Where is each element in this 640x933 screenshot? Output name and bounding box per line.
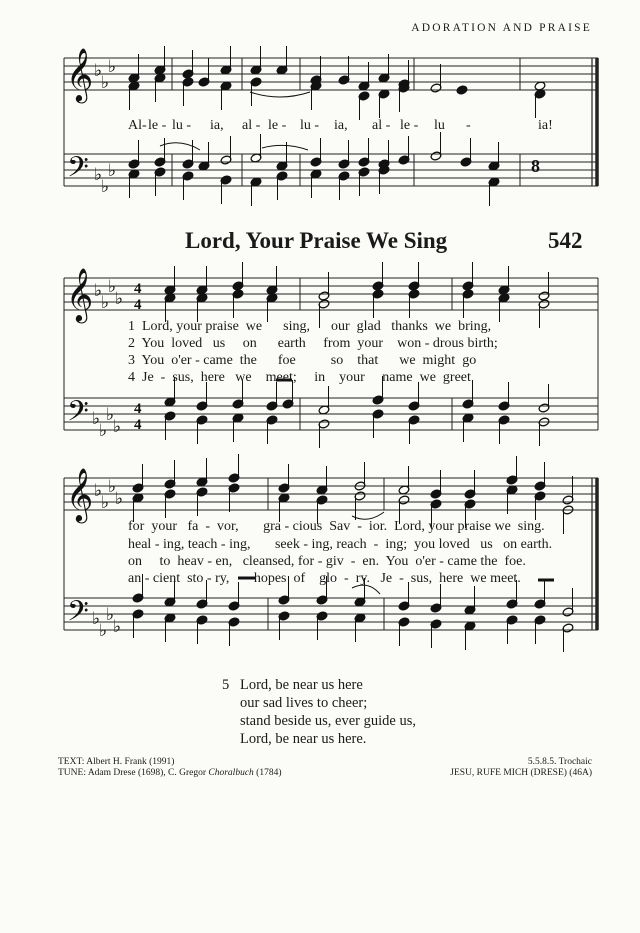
top-lyric-syllable: lu - — [300, 118, 320, 133]
hymn-title: Lord, Your Praise We Sing — [185, 228, 448, 253]
time-signature: 4 — [134, 297, 142, 313]
flat-icon: ♭ — [94, 281, 103, 301]
note-head — [456, 85, 468, 95]
stanza-5-number: 5 — [222, 677, 230, 693]
flat-icon: ♭ — [108, 161, 117, 181]
top-lyric-syllable: lu - — [172, 118, 192, 133]
bass-clef-icon: 𝄢 — [67, 395, 89, 435]
flat-icon: ♭ — [92, 409, 101, 429]
text-credit: TEXT: Albert H. Frank (1991) — [58, 757, 175, 767]
treble-clef-icon: 𝄞 — [66, 47, 94, 101]
stanza-5 — [240, 676, 416, 748]
top-lyric-syllable: le - — [268, 118, 287, 133]
tune-credit-suffix: (1784) — [253, 768, 282, 778]
top-lyric-syllable: ia, — [210, 118, 224, 133]
stanza-5-line: Lord, be near us here. — [240, 731, 367, 747]
system2-verse-1: for your fa - vor, gra - cious Sav - ior. Lord, your praise we sing. — [128, 519, 545, 534]
flat-icon: ♭ — [106, 605, 115, 625]
bass-clef-icon: 𝄢 — [67, 595, 89, 635]
flat-icon: ♭ — [101, 177, 110, 197]
top-lyric-syllable: ia, — [334, 118, 348, 133]
top-lyric-syllable: Al- — [128, 118, 147, 133]
stanza-5-line: Lord, be near us here — [240, 677, 363, 693]
tie — [262, 145, 308, 150]
top-lyric-syllable: al - — [242, 118, 261, 133]
flat-icon: ♭ — [101, 493, 110, 513]
meter: 5.5.8.5. Trochaic — [527, 757, 592, 767]
flat-icon: ♭ — [106, 405, 115, 425]
top-lyric-syllable: le - — [148, 118, 167, 133]
time-signature: 4 — [134, 417, 142, 433]
tie — [160, 143, 200, 150]
flat-icon: ♭ — [108, 277, 117, 297]
top-lyric-syllable: lu — [434, 118, 445, 133]
tune-name: JESU, RUFE MICH (DRESE) (46A) — [450, 768, 592, 778]
flat-icon: ♭ — [108, 57, 117, 77]
bass-clef-icon: 𝄢 — [67, 151, 89, 191]
flat-icon: ♭ — [94, 481, 103, 501]
octave-figure: 8 — [531, 156, 540, 176]
flat-icon: ♭ — [99, 621, 108, 641]
flat-icon: ♭ — [92, 609, 101, 629]
system1-verse-3: 3 You o'er - came the foe so that we might go — [128, 353, 477, 368]
system1-verse-4: 4 Je - sus, here we meet; in your name we greet — [128, 370, 471, 385]
flat-icon: ♭ — [108, 477, 117, 497]
flat-icon: ♭ — [99, 421, 108, 441]
section-header: ADORATION AND PRAISE — [411, 22, 592, 34]
tie — [250, 92, 310, 97]
flat-icon: ♭ — [115, 289, 124, 309]
stanza-5-line: stand beside us, ever guide us, — [240, 713, 416, 729]
flat-icon: ♭ — [101, 293, 110, 313]
tune-credit-prefix: TUNE: Adam Drese (1698), C. Gregor — [58, 768, 209, 778]
hymn-number: 542 — [548, 228, 583, 253]
system2-verse-3: on to heav - en, cleansed, for - giv - en. You o'er - came the foe. — [128, 554, 526, 569]
stanza-5-line: our sad lives to cheer; — [240, 695, 368, 711]
top-lyric-syllable: ia! — [538, 118, 553, 133]
time-signature: 4 — [134, 281, 142, 297]
system2-verse-2: heal - ing, teach - ing, seek - ing, reach - ing; you loved us on earth. — [128, 537, 553, 552]
treble-clef-icon: 𝄞 — [66, 267, 94, 321]
flat-icon: ♭ — [113, 617, 122, 637]
top-lyric-syllable: le - — [400, 118, 419, 133]
system2-verse-4: an - cient sto - ry, hopes of glo - ry. Je - sus, here we meet. — [128, 571, 521, 586]
tune-credit-source: Choralbuch — [208, 768, 254, 778]
flat-icon: ♭ — [115, 489, 124, 509]
flat-icon: ♭ — [101, 73, 110, 93]
flat-icon: ♭ — [94, 165, 103, 185]
flat-icon: ♭ — [94, 61, 103, 81]
top-lyric-syllable: al - — [372, 118, 391, 133]
time-signature: 4 — [134, 401, 142, 417]
flat-icon: ♭ — [113, 417, 122, 437]
tune-credit — [58, 768, 281, 778]
treble-clef-icon: 𝄞 — [66, 467, 94, 521]
system1-verse-2: 2 You loved us on earth from your won - drous birth; — [128, 336, 498, 351]
system1-verse-1: 1 Lord, your praise we sing, our glad thanks we bring, — [128, 319, 492, 334]
top-lyric-syllable: - — [466, 118, 471, 133]
